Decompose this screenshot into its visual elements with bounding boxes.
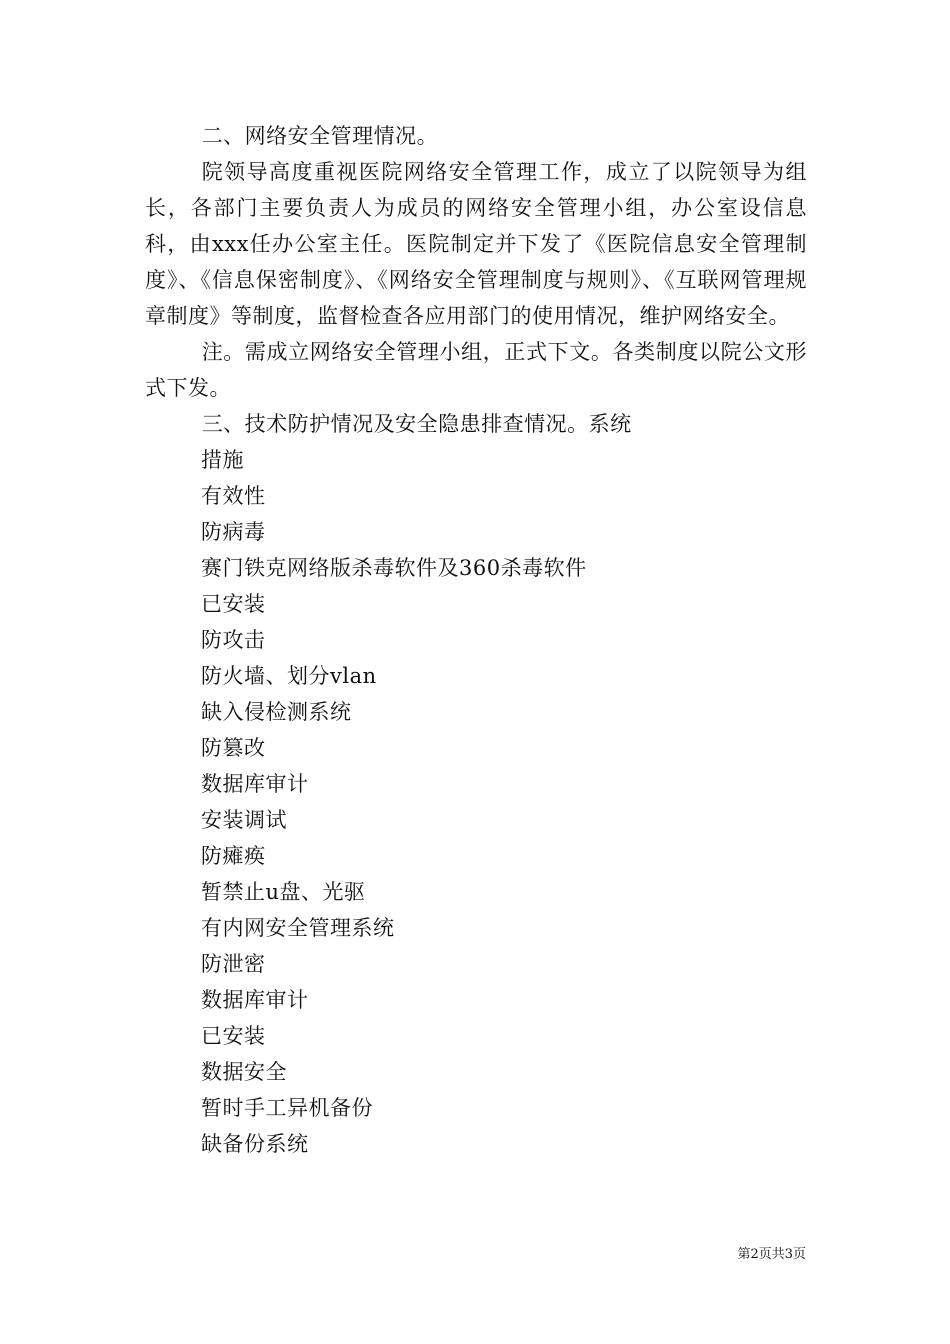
list-item: 数据库审计 bbox=[201, 988, 309, 1012]
list-item: 防火墙、划分vlan bbox=[201, 664, 377, 688]
list-item: 暂时手工异机备份 bbox=[201, 1096, 373, 1120]
note-paragraph: 注。需成立网络安全管理小组，正式下文。各类制度以院公文形式下发。 bbox=[145, 340, 807, 400]
list-item: 暂禁止u盘、光驱 bbox=[201, 880, 366, 904]
page-number-footer: 第2页共3页 bbox=[737, 1247, 806, 1262]
list-item: 赛门铁克网络版杀毒软件及360杀毒软件 bbox=[201, 556, 587, 580]
list-item: 防篡改 bbox=[201, 736, 266, 760]
list-item: 防泄密 bbox=[201, 952, 266, 976]
list-item: 已安装 bbox=[201, 592, 266, 616]
list-item: 安装调试 bbox=[201, 808, 287, 832]
list-item: 数据库审计 bbox=[201, 772, 309, 796]
list-item: 防病毒 bbox=[201, 520, 266, 544]
list-item: 有内网安全管理系统 bbox=[201, 916, 395, 940]
list-item: 数据安全 bbox=[201, 1060, 287, 1084]
list-item: 缺入侵检测系统 bbox=[201, 700, 352, 724]
list-item: 措施 bbox=[201, 448, 244, 472]
list-item: 有效性 bbox=[201, 484, 266, 508]
list-item: 缺备份系统 bbox=[201, 1132, 309, 1156]
list-item: 防瘫痪 bbox=[201, 844, 266, 868]
document-body bbox=[145, 118, 807, 1162]
list-item: 防攻击 bbox=[201, 628, 266, 652]
body-paragraph-management: 院领导高度重视医院网络安全管理工作，成立了以院领导为组长，各部门主要负责人为成员的网络安全管理小组，办公室设信息科，由xxx任办公室主任。医院制定并下发了《医院信息安全管理制度》、《信息保密制度》、《网络安全管理制度与规则》、《互联网管理规章制度》等制度，监督检查各应用部门的使用情况，维护网络安全。 bbox=[145, 160, 807, 328]
section-heading-network-security: 二、网络安全管理情况。 bbox=[201, 124, 439, 148]
list-item: 已安装 bbox=[201, 1024, 266, 1048]
section-heading-technical-protection: 三、技术防护情况及安全隐患排查情况。系统 bbox=[201, 412, 632, 436]
